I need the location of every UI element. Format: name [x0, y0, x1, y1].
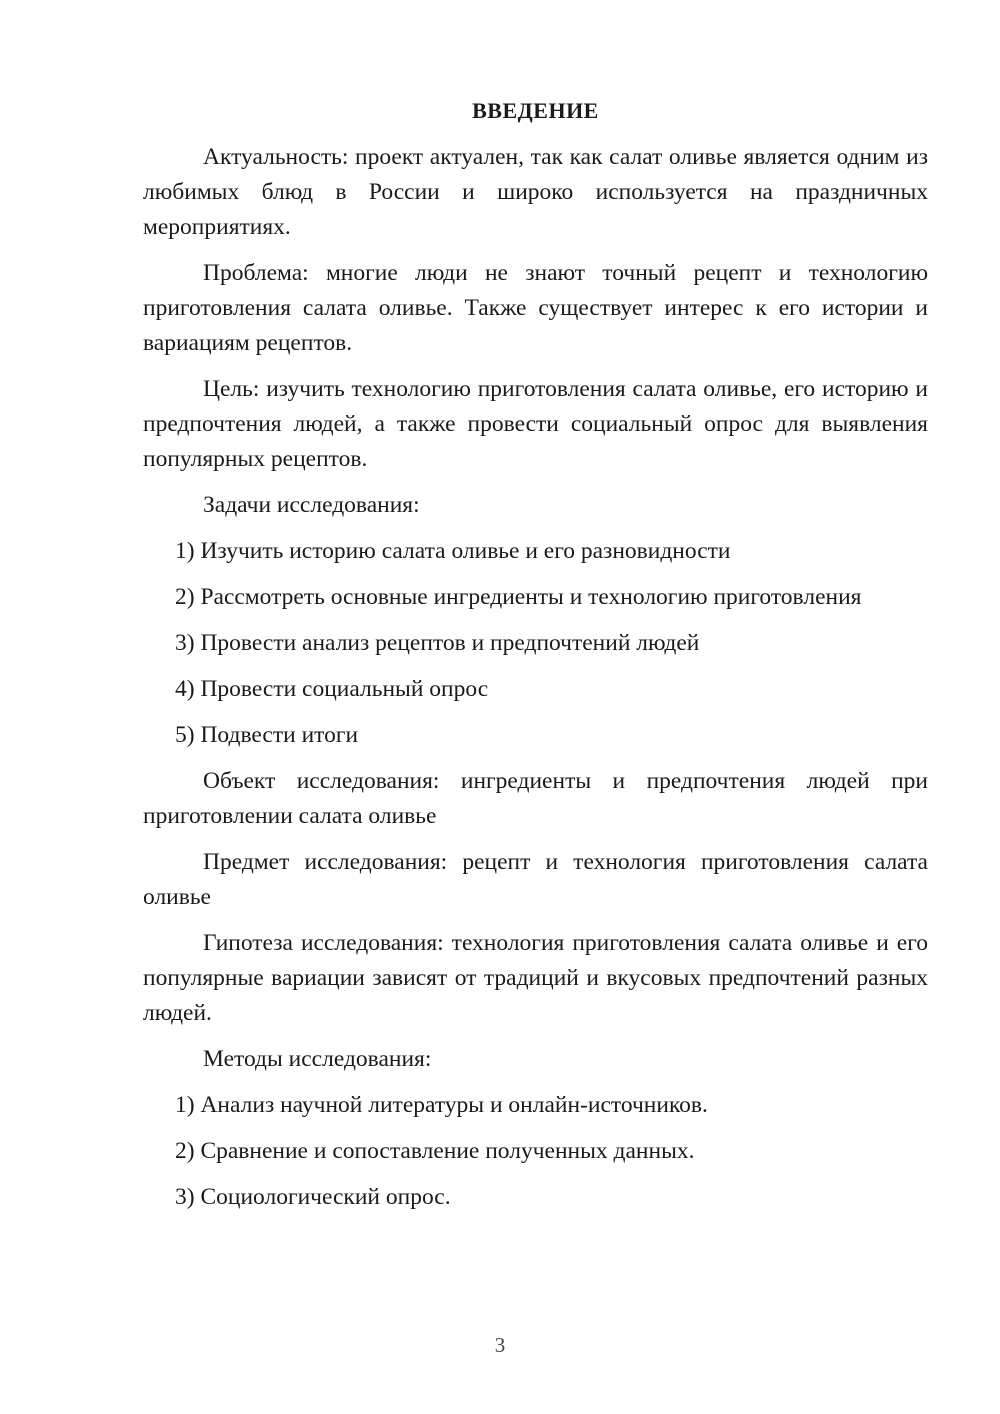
method-item: 3) Социологический опрос. [175, 1184, 451, 1210]
relevance-paragraph: Актуальность: проект актуален, так как салат оливье является одним из любимых блюд в России и широко используется на праздничных мероприятиях. [143, 144, 928, 240]
page-content [143, 90, 928, 1215]
tasks-label: Задачи исследования: [203, 492, 420, 518]
hypothesis-paragraph: Гипотеза исследования: технология приготовления салата оливье и его популярные вариации зависят от традиций и вкусовых предпочтений разных людей. [143, 930, 928, 1026]
task-item: 2) Рассмотреть основные ингредиенты и технологию приготовления [175, 584, 862, 610]
page-number: 3 [494, 1333, 506, 1357]
task-item: 5) Подвести итоги [175, 722, 359, 748]
object-paragraph: Объект исследования: ингредиенты и предпочтения людей при приготовлении салата оливье [143, 768, 928, 829]
problem-paragraph: Проблема: многие люди не знают точный рецепт и технологию приготовления салата оливье. Также существует интерес к его истории и вариациям рецептов. [143, 260, 928, 356]
method-item: 1) Анализ научной литературы и онлайн-источников. [175, 1092, 708, 1118]
task-item: 3) Провести анализ рецептов и предпочтений людей [175, 630, 700, 656]
page-title: ВВЕДЕНИЕ [472, 98, 599, 123]
subject-paragraph: Предмет исследования: рецепт и технология приготовления салата оливье [143, 849, 928, 910]
methods-label: Методы исследования: [203, 1046, 432, 1072]
task-item: 1) Изучить историю салата оливье и его разновидности [175, 538, 731, 564]
goal-paragraph: Цель: изучить технологию приготовления салата оливье, его историю и предпочтения людей, а также провести социальный опрос для выявления популярных рецептов. [143, 376, 928, 472]
task-item: 4) Провести социальный опрос [175, 676, 489, 702]
method-item: 2) Сравнение и сопоставление полученных данных. [175, 1138, 695, 1164]
